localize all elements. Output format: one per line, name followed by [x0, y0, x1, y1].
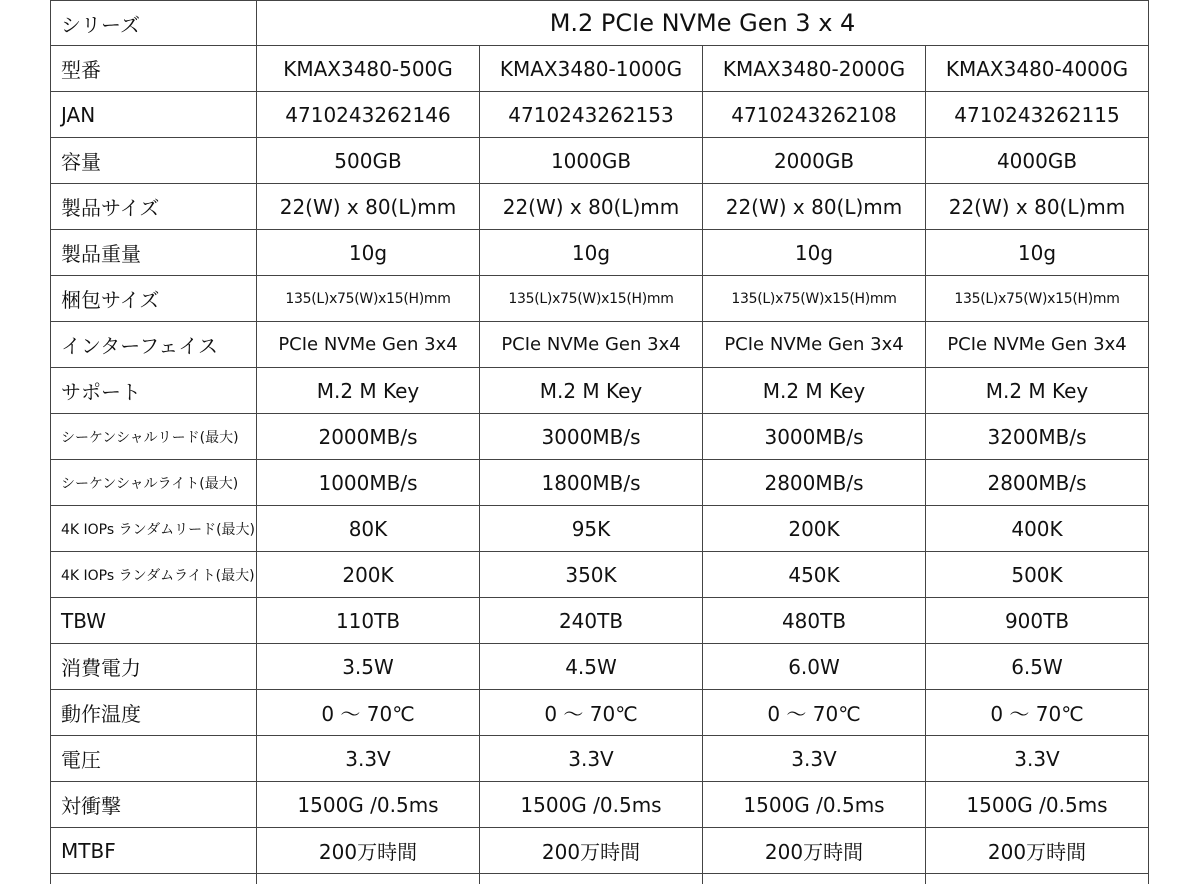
- table-cell: KMAX3480-2000G: [703, 46, 926, 92]
- table-cell: 22(W) x 80(L)mm: [926, 184, 1149, 230]
- table-cell: 10g: [926, 230, 1149, 276]
- table-row-power: [51, 644, 1149, 690]
- table-cell: 110TB: [257, 598, 480, 644]
- table-cell: 1000GB: [480, 138, 703, 184]
- table-cell: 240TB: [480, 598, 703, 644]
- row-label: 4K IOPs ランダムライト(最大): [51, 552, 257, 598]
- table-cell: 200万時間: [480, 828, 703, 874]
- table-row-jan: [51, 92, 1149, 138]
- table-cell: M.2 M Key: [926, 368, 1149, 414]
- table-cell: 350K: [480, 552, 703, 598]
- table-cell: 0 ～ 70℃: [926, 690, 1149, 736]
- table-cell: 500GB: [257, 138, 480, 184]
- table-cell: [480, 874, 703, 884]
- row-label: インターフェイス: [51, 322, 257, 368]
- row-label: TBW: [51, 598, 257, 644]
- table-cell: 3.5W: [257, 644, 480, 690]
- table-cell: 3.3V: [926, 736, 1149, 782]
- table-cell: 1000MB/s: [257, 460, 480, 506]
- table-cell: 200K: [257, 552, 480, 598]
- series-value: M.2 PCIe NVMe Gen 3 x 4: [257, 1, 1149, 46]
- table-cell: 6.0W: [703, 644, 926, 690]
- table-cell: 22(W) x 80(L)mm: [480, 184, 703, 230]
- table-row-product-size: [51, 184, 1149, 230]
- table-cell: PCIe NVMe Gen 3x4: [926, 322, 1149, 368]
- table-cell: 135(L)x75(W)x15(H)mm: [480, 276, 703, 322]
- table-cell: 2800MB/s: [926, 460, 1149, 506]
- table-row-partial: [51, 874, 1149, 884]
- table-cell: 4710243262153: [480, 92, 703, 138]
- row-label: MTBF: [51, 828, 257, 874]
- table-row-mtbf: [51, 828, 1149, 874]
- row-label: シーケンシャルライト(最大): [51, 460, 257, 506]
- table-cell: 3.3V: [257, 736, 480, 782]
- table-cell: 2000GB: [703, 138, 926, 184]
- table-cell: KMAX3480-500G: [257, 46, 480, 92]
- table-cell: 480TB: [703, 598, 926, 644]
- table-cell: 95K: [480, 506, 703, 552]
- row-label: 4K IOPs ランダムリード(最大): [51, 506, 257, 552]
- table-cell: 3.3V: [480, 736, 703, 782]
- table-cell: 2000MB/s: [257, 414, 480, 460]
- row-label: 消費電力: [51, 644, 257, 690]
- table-row-temperature: [51, 690, 1149, 736]
- table-cell: 135(L)x75(W)x15(H)mm: [926, 276, 1149, 322]
- table-cell: 1500G /0.5ms: [257, 782, 480, 828]
- table-row-seq-write: [51, 460, 1149, 506]
- table-cell: M.2 M Key: [703, 368, 926, 414]
- table-row-model: [51, 46, 1149, 92]
- table-cell: 3000MB/s: [703, 414, 926, 460]
- row-label: 電圧: [51, 736, 257, 782]
- table-cell: 4710243262115: [926, 92, 1149, 138]
- row-label: 型番: [51, 46, 257, 92]
- table-cell: 3.3V: [703, 736, 926, 782]
- table-row-interface: [51, 322, 1149, 368]
- table-cell: 10g: [703, 230, 926, 276]
- table-row-seq-read: [51, 414, 1149, 460]
- table-cell: 200万時間: [257, 828, 480, 874]
- table-row-random-write: [51, 552, 1149, 598]
- table-cell: 450K: [703, 552, 926, 598]
- table-cell: 4.5W: [480, 644, 703, 690]
- table-cell: 4000GB: [926, 138, 1149, 184]
- spec-table: [50, 0, 1149, 884]
- row-label: [51, 874, 257, 884]
- table-cell: [926, 874, 1149, 884]
- table-cell: 80K: [257, 506, 480, 552]
- table-cell: [703, 874, 926, 884]
- table-row-random-read: [51, 506, 1149, 552]
- table-cell: PCIe NVMe Gen 3x4: [257, 322, 480, 368]
- table-cell: 1500G /0.5ms: [703, 782, 926, 828]
- table-row-capacity: [51, 138, 1149, 184]
- series-row: [51, 1, 1149, 46]
- table-cell: 10g: [480, 230, 703, 276]
- table-cell: 4710243262108: [703, 92, 926, 138]
- table-cell: 0 ～ 70℃: [480, 690, 703, 736]
- table-cell: M.2 M Key: [480, 368, 703, 414]
- table-row-shock: [51, 782, 1149, 828]
- table-row-package-size: [51, 276, 1149, 322]
- table-cell: 200万時間: [703, 828, 926, 874]
- table-cell: 0 ～ 70℃: [257, 690, 480, 736]
- table-cell: 6.5W: [926, 644, 1149, 690]
- table-cell: 4710243262146: [257, 92, 480, 138]
- table-cell: 3200MB/s: [926, 414, 1149, 460]
- table-cell: 22(W) x 80(L)mm: [257, 184, 480, 230]
- table-cell: 200K: [703, 506, 926, 552]
- table-cell: PCIe NVMe Gen 3x4: [703, 322, 926, 368]
- table-cell: PCIe NVMe Gen 3x4: [480, 322, 703, 368]
- table-cell: 1500G /0.5ms: [480, 782, 703, 828]
- row-label: 対衝撃: [51, 782, 257, 828]
- table-cell: 0 ～ 70℃: [703, 690, 926, 736]
- row-label: 製品サイズ: [51, 184, 257, 230]
- table-row-tbw: [51, 598, 1149, 644]
- series-label: シリーズ: [51, 1, 257, 46]
- table-cell: 10g: [257, 230, 480, 276]
- row-label: JAN: [51, 92, 257, 138]
- table-cell: 3000MB/s: [480, 414, 703, 460]
- table-cell: 1500G /0.5ms: [926, 782, 1149, 828]
- row-label: シーケンシャルリード(最大): [51, 414, 257, 460]
- row-label: サポート: [51, 368, 257, 414]
- spec-sheet: [50, 0, 1150, 884]
- table-cell: 500K: [926, 552, 1149, 598]
- table-cell: 135(L)x75(W)x15(H)mm: [703, 276, 926, 322]
- table-row-support: [51, 368, 1149, 414]
- row-label: 製品重量: [51, 230, 257, 276]
- table-row-weight: [51, 230, 1149, 276]
- table-cell: KMAX3480-1000G: [480, 46, 703, 92]
- row-label: 容量: [51, 138, 257, 184]
- table-cell: KMAX3480-4000G: [926, 46, 1149, 92]
- table-cell: 1800MB/s: [480, 460, 703, 506]
- table-cell: 200万時間: [926, 828, 1149, 874]
- table-cell: 900TB: [926, 598, 1149, 644]
- table-cell: M.2 M Key: [257, 368, 480, 414]
- row-label: 梱包サイズ: [51, 276, 257, 322]
- table-cell: 22(W) x 80(L)mm: [703, 184, 926, 230]
- table-cell: 135(L)x75(W)x15(H)mm: [257, 276, 480, 322]
- table-row-voltage: [51, 736, 1149, 782]
- table-cell: 400K: [926, 506, 1149, 552]
- table-cell: 2800MB/s: [703, 460, 926, 506]
- table-cell: [257, 874, 480, 884]
- row-label: 動作温度: [51, 690, 257, 736]
